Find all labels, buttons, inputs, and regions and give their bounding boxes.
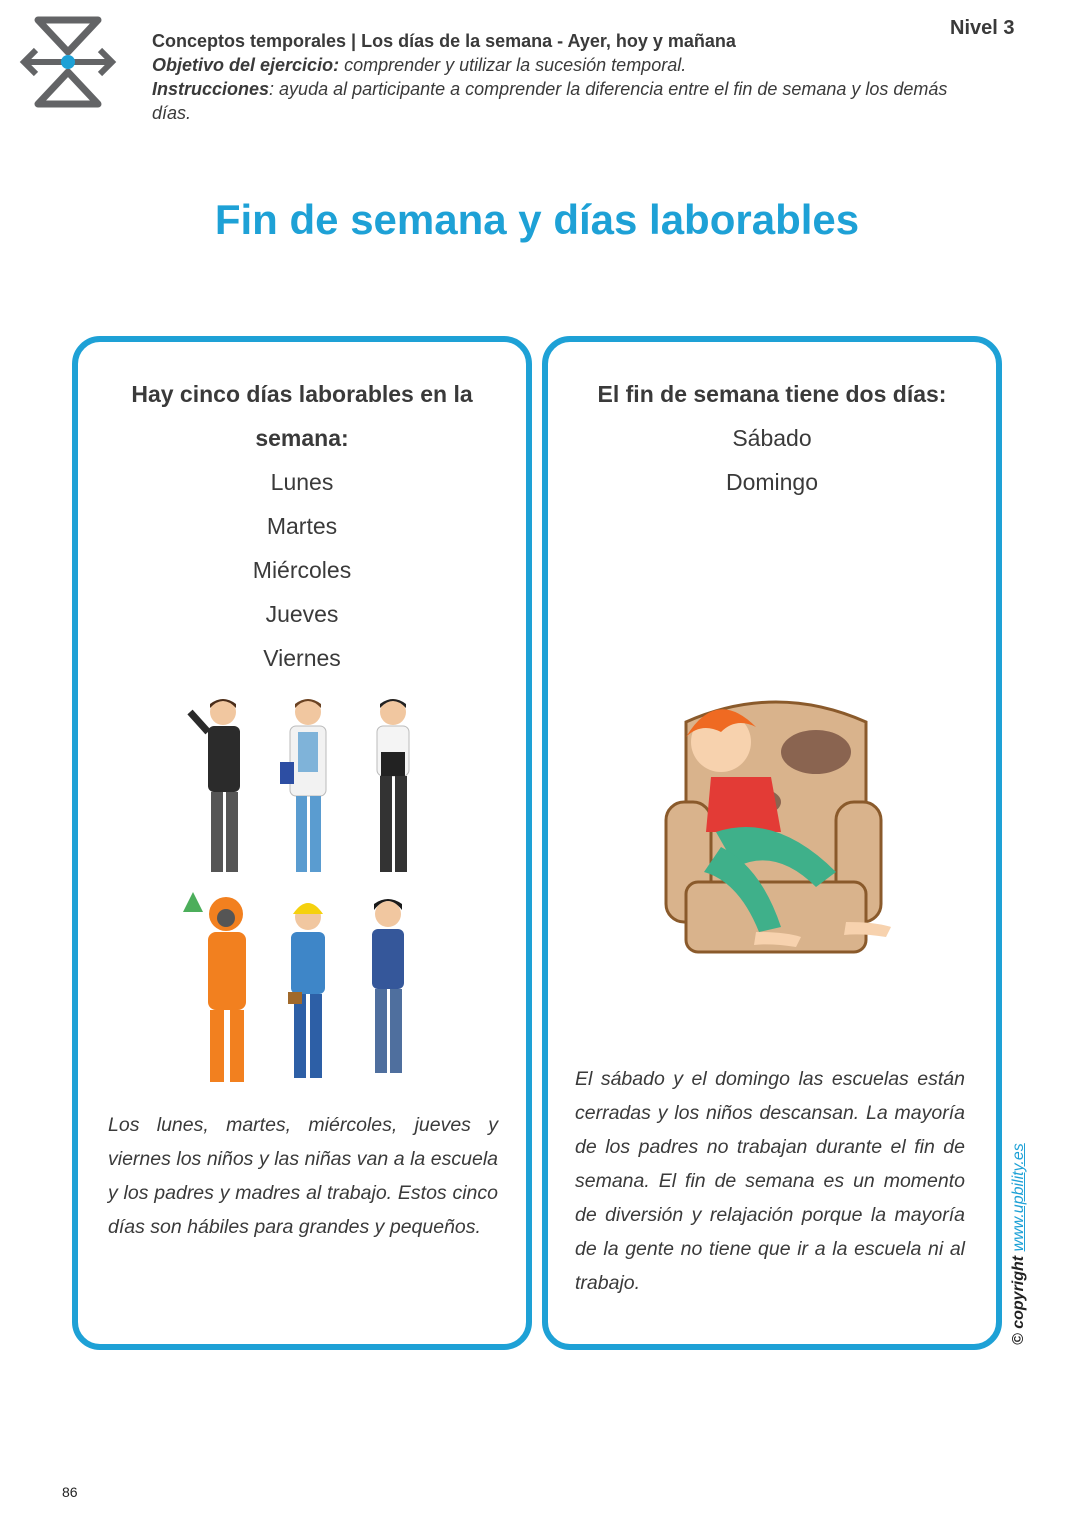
level-label: Nivel 3: [950, 17, 1015, 39]
weekend-paragraph: El sábado y el domingo las escuelas están cerradas y los niños descansan. La mayoría de los padres no trabajan durante el fin de semana. El fin de semana es un momento de diversión y relajación porque la mayoría de la gente no tiene que ir a la escuela ni al trabajo.: [575, 1068, 965, 1294]
child-in-armchair-illustration: [646, 682, 916, 982]
header-block: [152, 29, 952, 125]
page-number: 86: [62, 1484, 78, 1500]
copyright-note: [1010, 1143, 1028, 1345]
objective-line: [152, 53, 952, 77]
businessman-figure: [190, 699, 240, 872]
instructions-text: : ayuda al participante a comprender la diferencia entre el fin de semana y los demás días.: [152, 79, 948, 123]
hazmat-worker-figure: [183, 892, 246, 1082]
copyright-link[interactable]: www.upbility.es: [1010, 1143, 1027, 1252]
copyright-label: © copyright: [1010, 1255, 1027, 1345]
waiter-figure: [377, 699, 409, 872]
day-thursday: Jueves: [265, 601, 339, 627]
casual-man-figure: [372, 899, 404, 1073]
day-friday: Viernes: [263, 645, 341, 671]
day-wednesday: Miércoles: [252, 557, 352, 583]
worksheet-title: Conceptos temporales | Los días de la semana - Ayer, hoy y mañana: [152, 31, 736, 51]
page-title: Fin de semana y días laborables: [214, 196, 860, 243]
instructions-label: Instrucciones: [152, 79, 270, 99]
day-sunday: Domingo: [725, 469, 819, 495]
workers-illustration: [178, 692, 438, 1102]
weekdays-paragraph: Los lunes, martes, miércoles, jueves y viernes los niños y las niñas van a la escuela y los padres y madres al trabajo. Estos cinco días son hábiles para grandes y pequeños.: [108, 1114, 498, 1238]
doctor-figure: [280, 699, 326, 872]
weekdays-panel: [72, 336, 532, 1350]
day-saturday: Sábado: [732, 425, 812, 451]
construction-worker-figure: [288, 903, 325, 1078]
day-tuesday: Martes: [266, 513, 338, 539]
instructions-line: [152, 77, 952, 125]
logo-icon: [18, 16, 118, 108]
objective-text: comprender y utilizar la sucesión temporal.: [339, 55, 687, 75]
day-monday: Lunes: [270, 469, 334, 495]
weekdays-heading: Hay cinco días laborables en la semana:: [131, 381, 473, 451]
weekend-panel: [542, 336, 1002, 1350]
objective-label: Objetivo del ejercicio:: [152, 55, 340, 75]
weekend-heading: El fin de semana tiene dos días:: [597, 381, 947, 407]
